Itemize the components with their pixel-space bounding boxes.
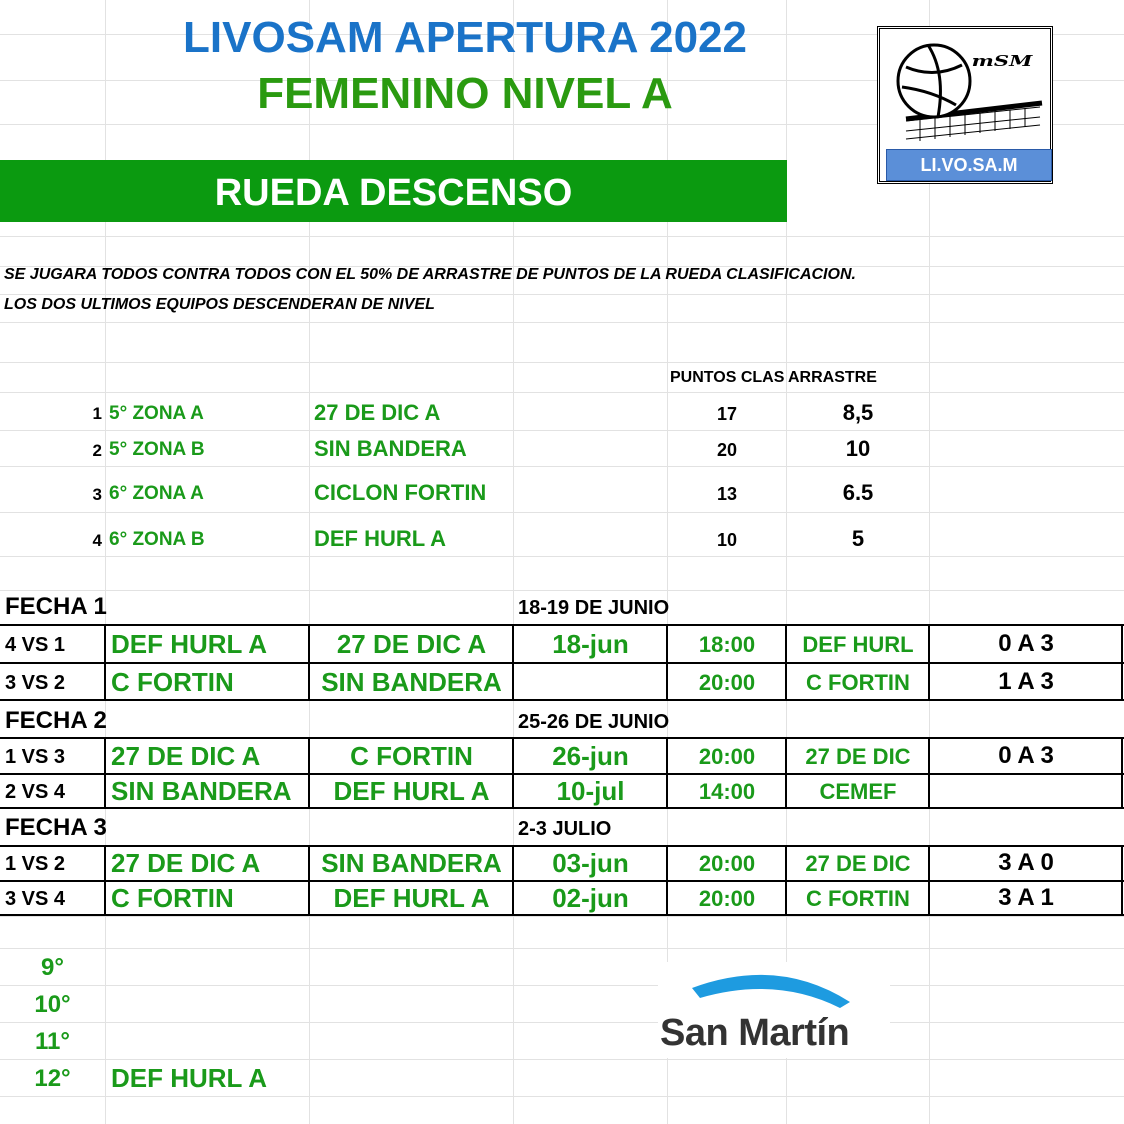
- title-line2: FEMENINO NIVEL A: [257, 69, 673, 118]
- match-vs: 2 VS 4: [5, 781, 66, 803]
- match-home: 27 DE DIC A: [111, 848, 261, 878]
- match-time: 18:00: [698, 632, 756, 657]
- fecha-label: FECHA 3: [5, 814, 107, 841]
- note-line-1: SE JUGARA TODOS CONTRA TODOS CON EL 50% DE ARRASTRE DE PUNTOS DE LA RUEDA CLASIFICACION.: [4, 266, 856, 283]
- standing-zone: 5° ZONA B: [109, 439, 205, 460]
- logo-label-box: [886, 149, 1052, 181]
- match-vs: 3 VS 4: [5, 888, 66, 910]
- match-venue: C FORTIN: [806, 670, 910, 695]
- match-score: 3 A 1: [998, 884, 1054, 911]
- logo-ball-text: mSM: [971, 52, 1033, 70]
- standing-team: CICLON FORTIN: [314, 480, 487, 505]
- standing-points: 20: [716, 440, 738, 460]
- match-venue: CEMEF: [819, 779, 897, 804]
- standing-num: 2: [92, 441, 102, 460]
- standing-carry: 8,5: [842, 400, 874, 425]
- fecha-label: FECHA 2: [5, 707, 107, 734]
- match-venue: DEF HURL: [802, 632, 914, 657]
- match-date: 18-jun: [552, 629, 629, 659]
- san-martin-logo: [658, 962, 890, 1058]
- fixture-border: [0, 737, 1124, 739]
- final-place: 10°: [34, 991, 71, 1018]
- final-team: DEF HURL A: [111, 1063, 267, 1093]
- fixture-border: [0, 699, 1124, 701]
- standing-points: 17: [716, 404, 738, 424]
- final-place: 11°: [35, 1028, 70, 1055]
- points-header-cell: [670, 370, 786, 386]
- standing-team: 27 DE DIC A: [314, 400, 441, 425]
- standing-num: 1: [92, 404, 102, 423]
- fixture-border: [0, 624, 1124, 626]
- match-time: 20:00: [698, 851, 756, 876]
- fecha-label: FECHA 1: [5, 593, 107, 620]
- match-vs: 4 VS 1: [5, 634, 66, 656]
- standing-points: 10: [716, 530, 738, 550]
- fixture-border: [104, 845, 106, 916]
- match-time: 20:00: [698, 670, 756, 695]
- note-line-2: LOS DOS ULTIMOS EQUIPOS DESCENDERAN DE NIVEL: [4, 296, 435, 313]
- logo-label: LI.VO.SA.M: [920, 155, 1018, 175]
- standing-carry: 5: [851, 526, 865, 551]
- match-score: 3 A 0: [998, 849, 1054, 876]
- match-date: 10-jul: [556, 776, 625, 806]
- match-venue: 27 DE DIC: [805, 851, 911, 876]
- final-place: 9°: [41, 954, 64, 981]
- fixture-border: [0, 773, 1124, 775]
- fixture-border: [0, 914, 1124, 916]
- volleyball-net-icon: [880, 29, 1050, 147]
- final-place: 12°: [34, 1065, 71, 1092]
- match-time: 20:00: [698, 886, 756, 911]
- standing-num: 4: [92, 531, 102, 550]
- carry-header: ARRASTRE: [788, 369, 877, 386]
- standing-zone: 6° ZONA A: [109, 483, 204, 504]
- match-away: SIN BANDERA: [321, 667, 502, 697]
- standing-carry: 10: [845, 436, 871, 461]
- match-venue: C FORTIN: [806, 886, 910, 911]
- match-date: 02-jun: [552, 883, 629, 913]
- match-score: 0 A 3: [998, 742, 1054, 769]
- standing-team: DEF HURL A: [314, 526, 446, 551]
- title-line1: LIVOSAM APERTURA 2022: [183, 13, 747, 62]
- standing-team: SIN BANDERA: [314, 436, 467, 461]
- standing-points: 13: [716, 484, 738, 504]
- match-home: C FORTIN: [111, 883, 234, 913]
- match-date: 03-jun: [552, 848, 629, 878]
- sponsor-name: San Martín: [660, 1012, 850, 1054]
- standing-zone: 5° ZONA A: [109, 403, 204, 424]
- match-away: C FORTIN: [350, 741, 473, 771]
- banner-text: RUEDA DESCENSO: [214, 172, 573, 214]
- match-home: SIN BANDERA: [111, 776, 292, 806]
- fecha-dates: 18-19 DE JUNIO: [518, 597, 670, 619]
- fixture-border: [0, 662, 1124, 664]
- match-vs: 1 VS 3: [5, 746, 66, 768]
- fixture-border: [104, 737, 106, 809]
- livosam-logo: [877, 26, 1053, 184]
- match-home: C FORTIN: [111, 667, 234, 697]
- fixture-border: [0, 845, 1124, 847]
- standing-num: 3: [92, 485, 102, 504]
- match-away: SIN BANDERA: [321, 848, 502, 878]
- match-vs: 1 VS 2: [5, 853, 66, 875]
- match-time: 14:00: [698, 779, 756, 804]
- standing-carry: 6.5: [842, 480, 874, 505]
- match-date: 26-jun: [552, 741, 629, 771]
- match-away: 27 DE DIC A: [336, 629, 487, 659]
- match-venue: 27 DE DIC: [805, 744, 911, 769]
- points-header: PUNTOS CLAS: [670, 370, 785, 386]
- fixture-border: [0, 880, 1124, 882]
- match-vs: 3 VS 2: [5, 672, 66, 694]
- match-score: 0 A 3: [998, 630, 1054, 657]
- match-score: 1 A 3: [998, 668, 1054, 695]
- match-time: 20:00: [698, 744, 756, 769]
- fixture-border: [0, 807, 1124, 809]
- match-away: DEF HURL A: [333, 883, 490, 913]
- fixture-border: [104, 624, 106, 701]
- match-away: DEF HURL A: [333, 776, 490, 806]
- fecha-dates: 25-26 DE JUNIO: [518, 711, 670, 733]
- match-home: DEF HURL A: [111, 629, 267, 659]
- banner: [0, 160, 787, 222]
- fecha-dates: 2-3 JULIO: [518, 818, 612, 840]
- match-home: 27 DE DIC A: [111, 741, 261, 771]
- standing-zone: 6° ZONA B: [109, 529, 205, 550]
